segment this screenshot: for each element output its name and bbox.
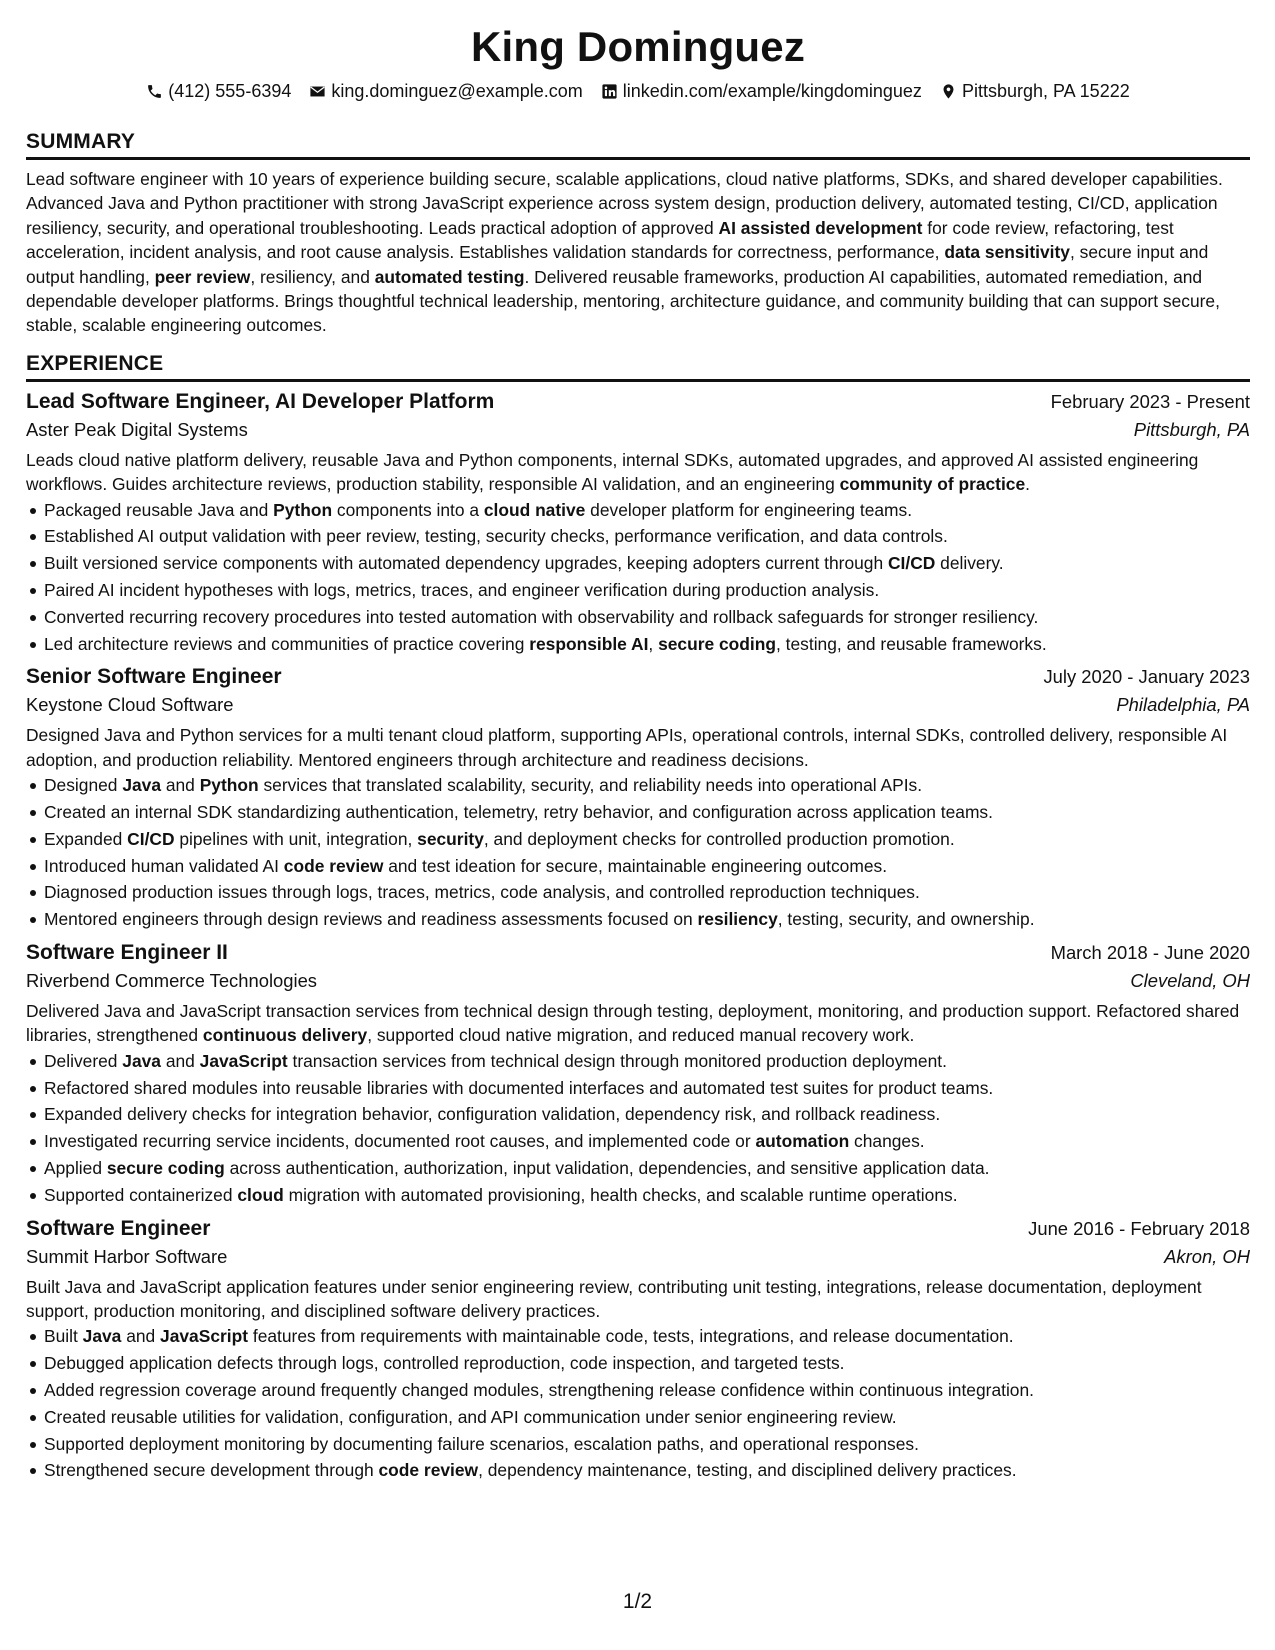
- text-run: Created an internal SDK standardizing authentication, telemetry, retry behavior, and configuration across application teams.: [44, 802, 993, 823]
- bold-text: continuous delivery: [202, 1025, 368, 1046]
- bold-text: cloud native: [483, 499, 586, 520]
- text-run: , and deployment checks for controlled production promotion.: [483, 828, 955, 849]
- text-run: ,: [648, 633, 659, 654]
- job-entry: [26, 1217, 1250, 1485]
- text-run: services that translated scalability, security, and reliability needs into operational APIs.: [258, 775, 923, 796]
- bold-text: code review: [283, 855, 384, 876]
- job-header: [26, 665, 1250, 689]
- contact-email[interactable]: [309, 81, 582, 102]
- text-run: Expanded delivery checks for integration behavior, configuration validation, dependency risk, and rollback readiness.: [44, 1104, 941, 1125]
- job-bullet: [44, 1377, 1250, 1404]
- job-bullet: [44, 1048, 1250, 1075]
- text-run: Leads cloud native platform delivery, reusable Java and Python components, internal SDKs, automated upgrades, and approved AI assisted engineering workflows. Guides architecture reviews, production stability, responsible AI validation, and an engineering: [26, 449, 1199, 495]
- job-bullet: [44, 1323, 1250, 1350]
- job-header: [26, 941, 1250, 965]
- text-run: Built Java and JavaScript application features under senior engineering review, contributing unit testing, integrations, release documentation, deployment support, production monitoring, and disciplined software delivery practices.: [26, 1276, 1202, 1322]
- job-entry: [26, 390, 1250, 658]
- job-bullet: [44, 826, 1250, 853]
- bold-text: secure coding: [106, 1158, 225, 1179]
- bold-text: community of practice: [839, 474, 1026, 495]
- text-run: Supported deployment monitoring by documenting failure scenarios, escalation paths, and operational responses.: [44, 1433, 919, 1454]
- text-run: Refactored shared modules into reusable libraries with documented interfaces and automated test suites for product teams.: [44, 1077, 994, 1098]
- job-subheader: [26, 970, 1250, 992]
- text-run: Debugged application defects through logs, controlled reproduction, code inspection, and targeted tests.: [44, 1353, 845, 1374]
- job-location: Akron, OH: [1164, 1245, 1250, 1267]
- text-run: developer platform for engineering teams.: [585, 499, 913, 520]
- text-run: across authentication, authorization, input validation, dependencies, and sensitive application data.: [224, 1158, 990, 1179]
- linkedin-text: linkedin.com/example/kingdominguez: [622, 80, 922, 101]
- text-run: Delivered Java and JavaScript transaction services from technical design through testing, deployment, monitoring, and production support. Refactored shared libraries, strengthened: [26, 1001, 1240, 1046]
- text-run: Supported containerized: [44, 1184, 238, 1205]
- text-run: components into a: [332, 499, 484, 520]
- contact-linkedin[interactable]: [601, 81, 922, 102]
- text-run: and: [160, 1050, 200, 1071]
- job-bullet: [44, 799, 1250, 826]
- text-run: transaction services from technical design through monitored production deployment.: [287, 1050, 947, 1071]
- job-bullet: [44, 1075, 1250, 1102]
- phone-icon: [146, 83, 163, 100]
- job-dates: March 2018 - June 2020: [1050, 942, 1250, 964]
- text-run: Delivered: [44, 1050, 123, 1071]
- text-run: Established AI output validation with peer review, testing, security checks, performance verification, and data controls.: [44, 526, 948, 547]
- text-run: Introduced human validated AI: [44, 855, 284, 876]
- text-run: Applied: [44, 1158, 107, 1179]
- candidate-name: King Dominguez: [470, 23, 806, 70]
- bold-text: peer review: [154, 266, 251, 287]
- job-entry: [26, 941, 1250, 1209]
- bold-text: security: [417, 828, 484, 849]
- bold-text: data sensitivity: [944, 242, 1070, 263]
- job-bullet: [44, 772, 1250, 799]
- location-text: Pittsburgh, PA 15222: [961, 80, 1130, 101]
- job-bullet: [44, 577, 1250, 604]
- text-run: , testing, security, and ownership.: [777, 909, 1035, 930]
- text-run: and: [121, 1326, 161, 1347]
- bold-text: Java: [82, 1326, 122, 1347]
- bold-text: JavaScript: [199, 1050, 288, 1071]
- bold-text: Python: [199, 775, 259, 796]
- linkedin-icon: [601, 83, 618, 100]
- job-company: Riverbend Commerce Technologies: [26, 970, 317, 992]
- text-run: Expanded: [44, 828, 128, 849]
- text-run: Investigated recurring service incidents, documented root causes, and implemented code or: [44, 1131, 756, 1152]
- text-run: migration with automated provisioning, health checks, and scalable runtime operations.: [283, 1184, 958, 1205]
- job-bullets: [26, 1048, 1250, 1209]
- job-bullet: [44, 1431, 1250, 1458]
- text-run: and: [161, 775, 200, 796]
- email-text: king.dominguez@example.com: [331, 80, 583, 101]
- bold-text: cloud: [237, 1184, 284, 1205]
- job-subheader: [26, 694, 1250, 716]
- job-bullet: [44, 631, 1250, 658]
- job-bullet: [44, 523, 1250, 550]
- bold-text: JavaScript: [160, 1326, 249, 1347]
- map-pin-icon: [940, 83, 957, 100]
- text-run: delivery.: [935, 553, 1004, 574]
- text-run: Paired AI incident hypotheses with logs, metrics, traces, and engineer verification during production analysis.: [44, 580, 880, 601]
- bold-text: Java: [122, 1050, 161, 1071]
- job-company: Aster Peak Digital Systems: [26, 418, 248, 440]
- job-bullet: [44, 879, 1250, 906]
- job-title: Software Engineer: [26, 1216, 211, 1240]
- job-bullet: [44, 1404, 1250, 1431]
- text-run: Packaged reusable Java and: [44, 499, 274, 520]
- job-dates: February 2023 - Present: [1050, 390, 1250, 412]
- bold-text: AI assisted development: [718, 217, 923, 238]
- text-run: Converted recurring recovery procedures into tested automation with observability and rollback safeguards for stronger resiliency.: [44, 606, 1039, 627]
- text-run: and test ideation for secure, maintainable engineering outcomes.: [383, 855, 888, 876]
- text-run: Created reusable utilities for validation, configuration, and API communication under senior engineering review.: [44, 1406, 897, 1427]
- contact-bar: [26, 78, 1250, 104]
- job-header: [26, 1217, 1250, 1241]
- text-run: Built: [44, 1326, 83, 1347]
- bold-text: responsible AI: [529, 633, 649, 654]
- job-bullet: [44, 1101, 1250, 1128]
- text-run: , secure input and output handling,: [26, 242, 1209, 287]
- job-title: Lead Software Engineer, AI Developer Platform: [26, 389, 495, 413]
- bold-text: resiliency: [697, 909, 778, 930]
- resume-page: [26, 0, 1250, 1484]
- job-bullet: [44, 1128, 1250, 1155]
- job-description: [26, 1275, 1250, 1324]
- bold-text: CI/CD: [887, 553, 936, 574]
- text-run: . Delivered reusable frameworks, production AI capabilities, automated remediation, and dependable developer platforms. Brings thoughtful technical leadership, mentoring, architecture guidance, and community building that can support secure, stable, scalable engineering outcomes.: [26, 266, 1220, 336]
- job-bullets: [26, 772, 1250, 933]
- job-entry: [26, 665, 1250, 933]
- experience-heading: EXPERIENCE: [26, 352, 1250, 382]
- text-run: Built versioned service components with automated dependency upgrades, keeping adopters current through: [44, 553, 888, 574]
- bold-text: automation: [755, 1131, 850, 1152]
- job-location: Pittsburgh, PA: [1133, 418, 1250, 440]
- text-run: , supported cloud native migration, and reduced manual recovery work.: [367, 1025, 915, 1046]
- job-title: Software Engineer II: [26, 941, 228, 965]
- text-run: features from requirements with maintainable code, tests, integrations, and release documentation.: [248, 1326, 1014, 1347]
- text-run: .: [1025, 474, 1030, 495]
- text-run: , testing, and reusable frameworks.: [776, 633, 1047, 654]
- text-run: Added regression coverage around frequently changed modules, strengthening release confidence within continuous integration.: [44, 1380, 1034, 1401]
- text-run: Designed: [44, 775, 123, 796]
- phone-text: (412) 555-6394: [168, 80, 292, 101]
- contact-phone[interactable]: [146, 81, 291, 102]
- summary-heading: SUMMARY: [26, 130, 1250, 160]
- text-run: for code review, refactoring, test acceleration, incident analysis, and root cause analysis. Establishes validation standards for correctness, performance,: [26, 217, 1174, 263]
- job-dates: July 2020 - January 2023: [1043, 666, 1250, 688]
- job-description: [26, 999, 1250, 1048]
- bold-text: code review: [378, 1460, 479, 1481]
- job-bullet: [44, 1350, 1250, 1377]
- job-location: Cleveland, OH: [1130, 970, 1250, 992]
- text-run: Led architecture reviews and communities of practice covering: [44, 633, 530, 654]
- text-run: , dependency maintenance, testing, and disciplined delivery practices.: [478, 1460, 1017, 1481]
- job-location: Philadelphia, PA: [1116, 694, 1250, 716]
- job-description: [26, 448, 1250, 497]
- contact-location: [940, 81, 1130, 102]
- job-bullets: [26, 497, 1250, 658]
- job-bullet: [44, 1457, 1250, 1484]
- bold-text: CI/CD: [127, 828, 175, 849]
- summary-text: [26, 167, 1250, 338]
- job-company: Keystone Cloud Software: [26, 694, 234, 716]
- job-bullet: [44, 550, 1250, 577]
- envelope-icon: [309, 83, 326, 100]
- text-run: , resiliency, and: [250, 266, 375, 287]
- text-run: Mentored engineers through design reviews and readiness assessments focused on: [44, 909, 698, 930]
- job-bullet: [44, 906, 1250, 933]
- job-title: Senior Software Engineer: [26, 665, 282, 689]
- job-bullet: [44, 604, 1250, 631]
- job-dates: June 2016 - February 2018: [1028, 1217, 1250, 1239]
- job-company: Summit Harbor Software: [26, 1245, 228, 1267]
- experience-list: [26, 390, 1250, 1484]
- text-run: Lead software engineer with 10 years of experience building secure, scalable applications, cloud native platforms, SDKs, and shared developer capabilities. Advanced Java and Python practitioner with strong JavaScript experience across system design, production delivery, automated testing, CI/CD, application resiliency, security, and operational troubleshooting. Leads practical adoption of approved: [26, 169, 1223, 238]
- job-bullet: [44, 497, 1250, 524]
- job-subheader: [26, 1246, 1250, 1268]
- bold-text: automated testing: [374, 266, 525, 287]
- job-header: [26, 390, 1250, 414]
- job-bullets: [26, 1323, 1250, 1484]
- job-bullet: [44, 1155, 1250, 1182]
- text-run: Diagnosed production issues through logs, traces, metrics, code analysis, and controlled reproduction techniques.: [44, 882, 920, 903]
- text-run: pipelines with unit, integration,: [174, 828, 418, 849]
- text-run: changes.: [849, 1131, 925, 1152]
- job-bullet: [44, 1182, 1250, 1209]
- bold-text: secure coding: [658, 633, 776, 654]
- text-run: Strengthened secure development through: [44, 1460, 379, 1481]
- bold-text: Java: [122, 775, 161, 796]
- text-run: Designed Java and Python services for a multi tenant cloud platform, supporting APIs, operational controls, internal SDKs, controlled delivery, responsible AI adoption, and production reliability. Mentored engineers through architecture and readiness decisions.: [26, 725, 1228, 770]
- page-number: 1/2: [622, 1590, 653, 1613]
- job-description: [26, 723, 1250, 772]
- job-bullet: [44, 853, 1250, 880]
- job-subheader: [26, 419, 1250, 441]
- bold-text: Python: [273, 499, 333, 520]
